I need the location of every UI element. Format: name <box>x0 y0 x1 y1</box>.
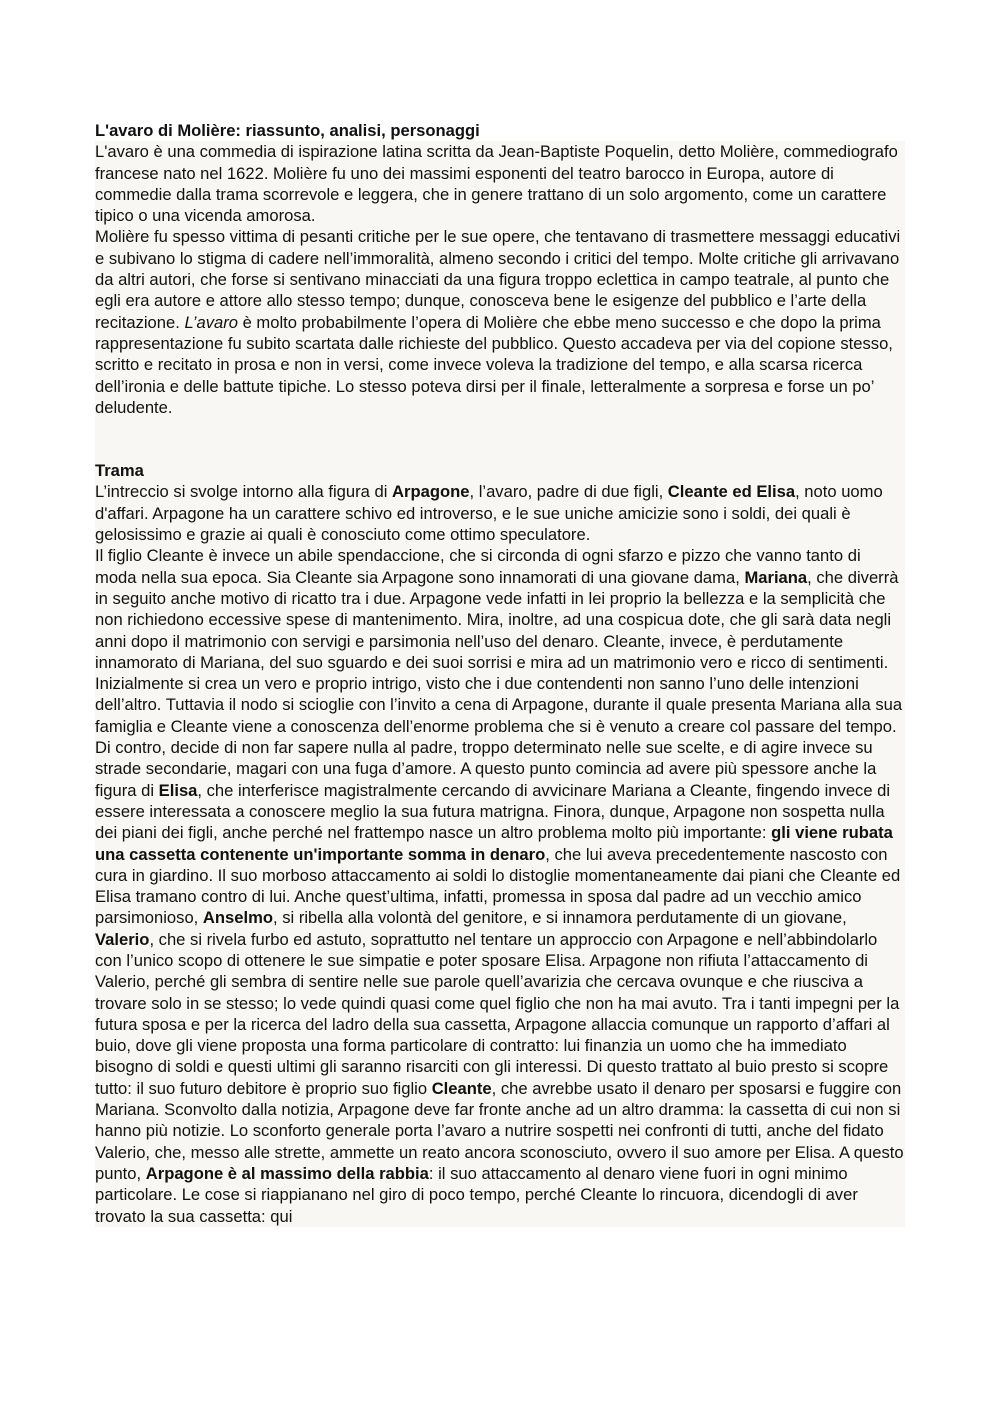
work-title-italic: L’avaro <box>184 312 238 332</box>
document-title: L'avaro di Molière: riassunto, analisi, personaggi <box>95 121 480 140</box>
intro-paragraph-1: L'avaro è una commedia di ispirazione latina scritta da Jean-Baptiste Poquelin, detto Molière, commediografo francese nato nel 1622. Molière fu uno dei massimi esponenti del teatro barocco in Europa, autore di commedie dalla trama scorrevole e leggera, che in genere trattano di un solo argomento, come un carattere tipico o una vicenda amorosa. <box>95 142 898 226</box>
document-body <box>95 120 905 1227</box>
trama-paragraph-1: L’intreccio si svolge intorno alla figura di Arpagone, l’avaro, padre di due figli, Cleante ed Elisa, noto uomo d'affari. Arpagone ha un carattere schivo ed introverso, e le sue uniche amicizie sono i soldi, dei quali è gelosissimo e grazie ai quali è conosciuto come ottimo speculatore. <box>95 482 883 545</box>
section-heading-trama: Trama <box>95 461 144 481</box>
intro-paragraph-2: Molière fu spesso vittima di pesanti critiche per le sue opere, che tentavano di trasmettere messaggi educativi e subivano lo stigma di cadere nell’immoralità, almeno secondo i critici del tempo. Molte critiche gli arrivavano da altri autori, che forse si sentivano minacciati da una figura troppo eclettica in campo teatrale, al punto che egli era autore e attore allo stesso tempo; dunque, conosceva bene le esigenze del pubblico e l’arte della recitazione. L’avaro è molto probabilmente l’opera di Molière che ebbe meno successo e che dopo la prima rappresentazione fu subito scartata dalle richieste del pubblico. Questo accadeva per via del copione stesso, scritto e recitato in prosa e non in versi, come invece voleva la tradizione del tempo, e alla scarsa ricerca dell’ironia e delle battute tipiche. Lo stesso poteva dirsi per il finale, letteralmente a sorpresa e forse un po’ deludente. <box>95 227 901 417</box>
trama-paragraph-2: Il figlio Cleante è invece un abile spendaccione, che si circonda di ogni sfarzo e pizzo che vanno tanto di moda nella sua epoca. Sia Cleante sia Arpagone sono innamorati di una giovane dama, Mariana, che diverrà in seguito anche motivo di ricatto tra i due. Arpagone vede infatti in lei proprio la bellezza e la semplicità che non richiedono eccessive spese di mantenimento. Mira, inoltre, ad una cospicua dote, che gli sarà data negli anni dopo il matrimonio con servigi e parsimonia nell’uso del denaro. Cleante, invece, è perdutamente innamorato di Mariana, del suo sguardo e dei suoi sorrisi e mira ad un matrimonio vero e ricco di sentimenti. Inizialmente si crea un vero e proprio intrigo, visto che i due contendenti non sanno l’uno delle intenzioni dell’altro. Tuttavia il nodo si scioglie con l’invito a cena di Arpagone, durante il quale presenta Mariana alla sua famiglia e Cleante viene a conoscenza dell’enorme problema che si è venuto a creare col passare del tempo. Di contro, decide di non far sapere nulla al padre, troppo determinato nelle sue scelte, e di agire invece su strade secondarie, magari con una fuga d’amore. A questo punto comincia ad avere più spessore anche la figura di Elisa, che interferisce magistralmente cercando di avvicinare Mariana a Cleante, fingendo invece di essere interessata a conoscere meglio la sua futura matrigna. Finora, dunque, Arpagone non sospetta nulla dei piani dei figli, anche perché nel frattempo nasce un altro problema molto più importante: gli viene rubata una cassetta contenente un'importante somma in denaro, che lui aveva precedentemente nascosto con cura in giardino. Il suo morboso attaccamento ai soldi lo distoglie momentaneamente dai piani che Cleante ed Elisa tramano contro di lui. Anche quest’ultima, infatti, promessa in sposa dal padre ad un vecchio amico parsimonioso, Anselmo, si ribella alla volontà del genitore, e si innamora perdutamente di un giovane, Valerio, che si rivela furbo ed astuto, soprattutto nel tentare un approccio con Arpagone e nell’abbindolarlo con l’unico scopo di ottenere le sue simpatie e poter sposare Elisa. Arpagone non rifiuta l’attaccamento di Valerio, perché gli sembra di sentire nelle sue parole quell’avarizia che cercava ovunque e che riusciva a trovare solo in se stesso; lo vede quindi quasi come quel figlio che non ha mai avuto. Tra i tanti impegni per la futura sposa e per la ricerca del ladro della sua cassetta, Arpagone allaccia comunque un rapporto d’affari al buio, dove gli viene proposta una forma particolare di contratto: lui finanzia un uomo che ha immediato bisogno di soldi e questi ultimi gli saranno risarciti con gli interessi. Di questo trattato al buio presto si scopre tutto: il suo futuro debitore è proprio suo figlio Cleante, che avrebbe usato il denaro per sposarsi e fuggire con Mariana. Sconvolto dalla notizia, Arpagone deve far fronte anche ad un altro dramma: la cassetta di cui non si hanno più notizie. Lo sconforto generale porta l’avaro a nutrire sospetti nei confronti di tutti, anche del fidato Valerio, che, messo alle strette, ammette un reato ancora sconosciuto, ovvero il suo amore per Elisa. A questo punto, Arpagone è al massimo della rabbia: il suo attaccamento al denaro viene fuori in ogni minimo particolare. Le cose si riappianano nel giro di poco tempo, perché Cleante lo rincuora, dicendogli di aver trovato la sua cassetta: qui <box>95 546 904 1226</box>
intro-section <box>95 141 905 1227</box>
section-gap <box>95 418 905 460</box>
